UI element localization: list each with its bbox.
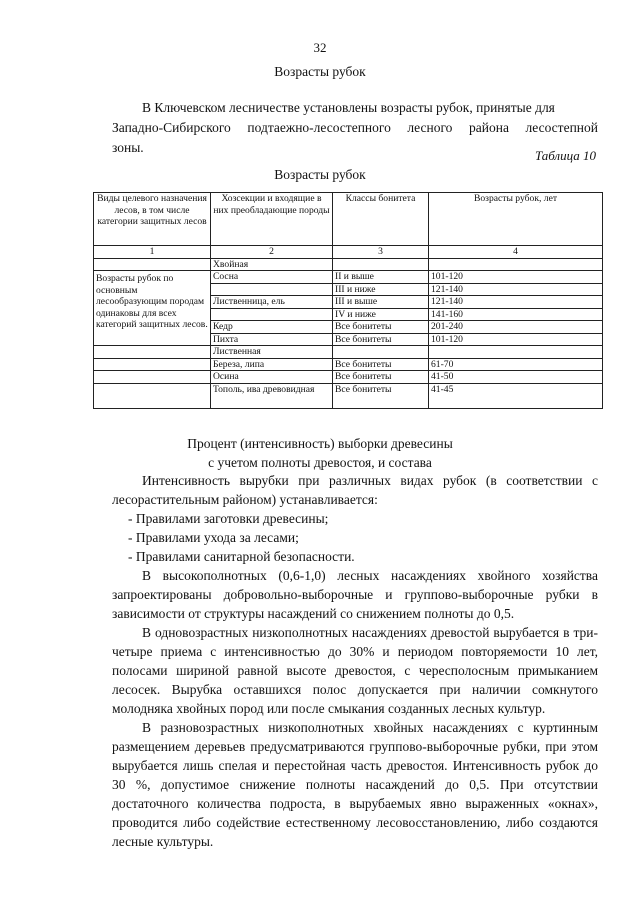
table-row xyxy=(94,346,603,359)
table-row xyxy=(94,383,603,408)
table-empty-cell xyxy=(94,258,211,271)
table-bonitet-cell: Все бонитеты xyxy=(333,358,429,371)
table-title: Возрасты рубок xyxy=(274,167,366,182)
table-bonitet-cell: III и выше xyxy=(333,296,429,309)
table-age-cell xyxy=(429,346,603,359)
table-species-cell: Тополь, ива древовидная xyxy=(211,383,333,408)
table-bonitet-cell: II и выше xyxy=(333,271,429,284)
table-species-cell: Береза, липа xyxy=(211,358,333,371)
table-age-cell: 101-120 xyxy=(429,271,603,284)
table-species-cell: Кедр xyxy=(211,321,333,334)
table-age-cell xyxy=(429,258,603,271)
table-header: Виды целевого назначения лесов, в том числе категории защитных лесов xyxy=(94,193,211,246)
table-age-cell: 61-70 xyxy=(429,358,603,371)
table-category-cell: Возрасты рубок по основным лесообразующим породам одинаковы для всех категорий защитных лесов. xyxy=(94,271,211,346)
list-item: - Правилами санитарной безопасности. xyxy=(128,549,355,564)
table-header: Классы бонитета xyxy=(333,193,429,246)
table-bonitet-cell: Все бонитеты xyxy=(333,333,429,346)
table-bonitet-cell: III и ниже xyxy=(333,283,429,296)
table-species-cell: Осина xyxy=(211,371,333,384)
table-species-cell: Сосна xyxy=(211,271,333,284)
table-species-cell xyxy=(211,308,333,321)
page-title: Возрасты рубок xyxy=(274,64,366,79)
table-group-label: Хвойная xyxy=(211,258,333,271)
table-age-cell: 101-120 xyxy=(429,333,603,346)
column-number: 2 xyxy=(211,246,333,259)
intro-line: Западно-Сибирского подтаежно-лесостепного лесного района лесостепной xyxy=(112,120,598,135)
table-bonitet-cell xyxy=(333,346,429,359)
table-row xyxy=(94,358,603,371)
paragraph: В высокополнотных (0,6-1,0) лесных насаждениях хвойного хозяйства запроектированы добровольно-выборочные и группово-выборочные рубки в зависимости от структуры насаждений со снижением полноты до 0,5. xyxy=(112,568,598,621)
table-empty-cell xyxy=(94,371,211,384)
table-bonitet-cell: Все бонитеты xyxy=(333,321,429,334)
intro-paragraph xyxy=(112,98,598,158)
table-age-cell: 121-140 xyxy=(429,296,603,309)
intro-line: зоны. xyxy=(112,140,144,155)
table-age-cell: 201-240 xyxy=(429,321,603,334)
body-text xyxy=(112,471,598,851)
intro-line: В Ключевском лесничестве установлены возрасты рубок, принятые для xyxy=(142,100,555,115)
column-number: 1 xyxy=(94,246,211,259)
table-bonitet-cell: Все бонитеты xyxy=(333,371,429,384)
table-header: Хозсекции и входящие в них преобладающие породы xyxy=(211,193,333,246)
table-age-cell: 121-140 xyxy=(429,283,603,296)
table-age-cell: 41-45 xyxy=(429,383,603,408)
table-bonitet-cell xyxy=(333,258,429,271)
paragraph: В разновозрастных низкополнотных хвойных насаждениях с куртинным размещением деревьев предусматриваются группово-выборочные рубки, при этом вырубается лишь спелая и перестойная часть древостоя. Интенсивность рубок до 30 %, допустимое снижение полноты насаждений до 0,5. При отсутствии достаточного количества подроста, в вырубаемых явно выраженных «окнах», проводится либо содействие естественному лесовосстановлению, либо создаются лесные культуры. xyxy=(112,720,598,849)
table-species-cell: Пихта xyxy=(211,333,333,346)
table-empty-cell xyxy=(94,383,211,408)
table-row xyxy=(94,371,603,384)
table-row xyxy=(94,271,603,284)
table-empty-cell xyxy=(94,346,211,359)
table-species-cell xyxy=(211,283,333,296)
table-age-cell: 141-160 xyxy=(429,308,603,321)
rotation-age-table xyxy=(93,192,603,409)
table-bonitet-cell: Все бонитеты xyxy=(333,383,429,408)
paragraph: Интенсивность вырубки при различных видах рубок (в соответствии с лесорастительным районом) устанавливается: xyxy=(112,473,598,507)
rules-list xyxy=(112,509,598,566)
table-group-label: Лиственная xyxy=(211,346,333,359)
paragraph: В одновозрастных низкополнотных насаждениях древостой вырубается в три-четыре приема с интенсивностью до 30% и периодом повторяемости 10 лет, полосами шириной равной высоте древостоя, с чересполосным примыканием лесосек. Вырубка оставшихся полос допускается при наличии сомкнутого молодняка хвойных пород или после смыкания созданных лесных культур. xyxy=(112,625,598,716)
column-number-row xyxy=(94,246,603,259)
table-age-cell: 41-50 xyxy=(429,371,603,384)
table-empty-cell xyxy=(94,358,211,371)
list-item: - Правилами ухода за лесами; xyxy=(128,530,299,545)
section-title-line: Процент (интенсивность) выборки древесины xyxy=(187,436,453,451)
table-row xyxy=(94,258,603,271)
table-label: Таблица 10 xyxy=(534,148,596,163)
section-title xyxy=(0,434,640,472)
table-header: Возрасты рубок, лет xyxy=(429,193,603,246)
table-header-row xyxy=(94,193,603,246)
table-species-cell: Лиственница, ель xyxy=(211,296,333,309)
table-bonitet-cell: IV и ниже xyxy=(333,308,429,321)
column-number: 4 xyxy=(429,246,603,259)
page-number: 32 xyxy=(313,40,327,55)
column-number: 3 xyxy=(333,246,429,259)
list-item: - Правилами заготовки древесины; xyxy=(128,511,329,526)
section-title-line: с учетом полноты древостоя, и состава xyxy=(208,455,432,470)
